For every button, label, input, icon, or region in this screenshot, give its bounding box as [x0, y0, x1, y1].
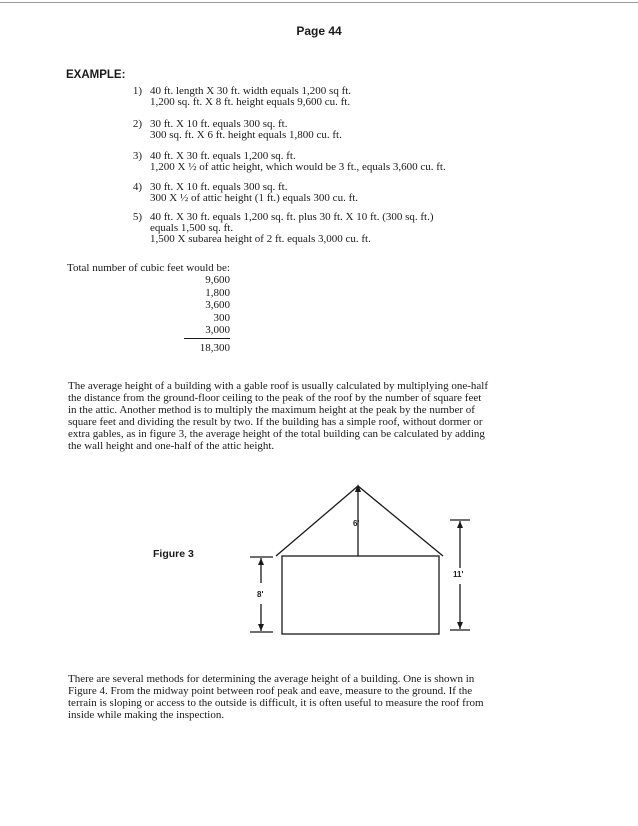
wall-dimension-label: 8' — [257, 590, 264, 599]
paragraph-line: inside while making the inspection. — [68, 709, 225, 721]
item-number: 2) — [132, 118, 142, 130]
item-number: 4) — [132, 181, 142, 193]
paragraph-line: the wall height and one-half of the attic height. — [68, 440, 275, 452]
item-line: 1,500 X subarea height of 2 ft. equals 3,000 cu. ft. — [150, 233, 371, 245]
attic-dimension-label: 6' — [353, 519, 360, 528]
paragraph-line: terrain is sloping or access to the outside is difficult, it is often useful to measure the roof from — [68, 697, 484, 709]
paragraph-line: Figure 4. From the midway point between roof peak and eave, measure to the ground. If the — [68, 685, 473, 697]
item-line: equals 1,500 sq. ft. — [150, 222, 234, 234]
paragraph-line: in the attic. Another method is to multiply the maximum height at the peak by the number of — [68, 404, 475, 416]
sum-addend: 3,600 — [205, 299, 230, 311]
sum-rule — [184, 338, 230, 339]
item-number: 5) — [132, 211, 142, 223]
total-arrow-up — [457, 521, 463, 528]
total-arrow-down — [457, 622, 463, 629]
paragraph-line: square feet and dividing the result by two. If the building has a simple roof, without dormer or — [68, 416, 483, 428]
wall-arrow-up — [258, 558, 264, 565]
sum-addends — [180, 274, 230, 337]
item-line: 300 X ½ of attic height (1 ft.) equals 300 cu. ft. — [150, 192, 359, 204]
paragraph-line: the distance from the ground-floor ceiling to the peak of the roof by the number of square feet — [68, 392, 482, 404]
page-number: Page 44 — [296, 24, 342, 38]
paragraph-methods — [68, 673, 568, 721]
sum-addend: 9,600 — [205, 274, 230, 286]
paragraph-gable-roof — [68, 380, 568, 452]
house-roof — [276, 486, 443, 556]
item-line: 40 ft. X 30 ft. equals 1,200 sq. ft. — [150, 150, 296, 162]
item-line: 30 ft. X 10 ft. equals 300 sq. ft. — [150, 118, 288, 130]
top-rule — [0, 2, 638, 3]
item-number: 3) — [132, 150, 142, 162]
total-dimension-label: 11' — [453, 570, 464, 579]
example-label: EXAMPLE: — [66, 69, 126, 81]
paragraph-line: The average height of a building with a gable roof is usually calculated by multiplying one-half — [68, 380, 489, 392]
wall-arrow-down — [258, 624, 264, 631]
sum-addend: 300 — [213, 311, 230, 324]
figure-label: Figure 3 — [153, 548, 194, 560]
total-intro: Total number of cubic feet would be: — [67, 262, 230, 274]
item-line: 30 ft. X 10 ft. equals 300 sq. ft. — [150, 181, 288, 193]
sum-addend: 1,800 — [205, 286, 230, 299]
sum-addend: 3,000 — [205, 324, 230, 336]
house-wall — [282, 556, 439, 634]
paragraph-line: There are several methods for determining the average height of a building. One is shown in — [68, 673, 475, 685]
paragraph-line: extra gables, as in figure 3, the average height of the total building can be calculated by adding — [68, 428, 485, 440]
sum-total: 18,300 — [199, 342, 230, 354]
item-number: 1) — [132, 85, 142, 97]
item-line: 40 ft. X 30 ft. equals 1,200 sq. ft. plus 30 ft. X 10 ft. (300 sq. ft.) — [150, 211, 434, 223]
item-line: 300 sq. ft. X 6 ft. height equals 1,800 cu. ft. — [150, 129, 342, 141]
item-line: 40 ft. length X 30 ft. width equals 1,200 sq ft. — [150, 85, 352, 97]
item-line: 1,200 sq. ft. X 8 ft. height equals 9,600 cu. ft. — [150, 96, 351, 108]
item-line: 1,200 X ½ of attic height, which would be 3 ft., equals 3,600 cu. ft. — [150, 161, 446, 173]
house-diagram — [240, 480, 480, 640]
